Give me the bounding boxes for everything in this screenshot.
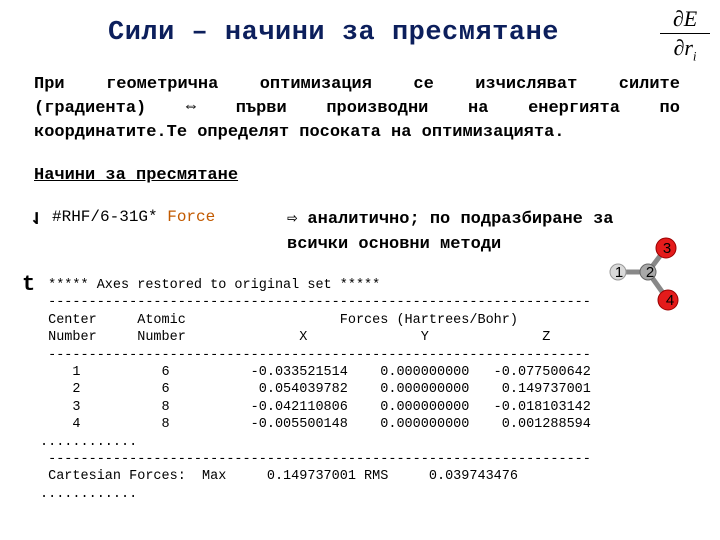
intro-line-3: координатите.Те определят посоката на оптимизацията.: [34, 123, 565, 142]
section-heading: Начини за пресмятане: [34, 166, 239, 185]
force-row: 3 8 -0.042110806 0.000000000 -0.018103142: [40, 399, 591, 415]
route-text: #RHF/6-31G*: [52, 208, 168, 226]
output-divider: -------------------------------------------------------------------: [40, 452, 591, 468]
intro-paragraph: [34, 73, 680, 145]
method-line-1: ⇨ аналитично; по подразбиране за: [287, 210, 614, 229]
atom-label-1: 1: [614, 264, 624, 281]
cartesian-forces-summary: Cartesian Forces: Max 0.149737001 RMS 0.039743476: [40, 469, 518, 485]
output-divider: -------------------------------------------------------------------: [40, 295, 591, 311]
force-row: 4 8 -0.005500148 0.000000000 0.001288594: [40, 417, 591, 433]
bullet-icon-2: t: [22, 272, 36, 297]
formula-denominator: $\partial r_i$: [673, 35, 697, 64]
force-row: 1 6 -0.033521514 0.000000000 -0.077500642: [40, 365, 591, 381]
page-title: Сили – начини за пресмятане: [108, 18, 559, 48]
molecule-diagram: [594, 235, 694, 315]
column-header-1: Center Atomic Forces (Hartrees/Bohr): [40, 312, 518, 328]
formula-numerator: ∂E: [660, 6, 710, 34]
atom-label-3: 3: [662, 240, 672, 257]
output-divider: -------------------------------------------------------------------: [40, 347, 591, 363]
intro-line-2: (градиента) ⇔ първи производни на енергията по: [34, 99, 680, 118]
gaussian-output: [40, 277, 591, 503]
output-ellipsis: ............: [40, 486, 138, 502]
output-ellipsis: ............: [40, 434, 138, 450]
atom-label-2: 2: [645, 264, 655, 281]
atom-label-4: 4: [665, 292, 675, 309]
output-header: ***** Axes restored to original set *****: [40, 278, 381, 293]
force-keyword: Force: [167, 208, 216, 226]
method-line-2: всички основни методи: [287, 235, 502, 254]
bullet-icon: ⇃: [30, 206, 44, 231]
force-row: 2 6 0.054039782 0.000000000 0.149737001: [40, 382, 591, 398]
derivative-formula: [660, 6, 710, 64]
route-command: [52, 208, 215, 226]
column-header-2: Number Number X Y Z: [40, 330, 551, 346]
intro-line-1: При геометрична оптимизация се изчисляват силите: [34, 75, 680, 94]
